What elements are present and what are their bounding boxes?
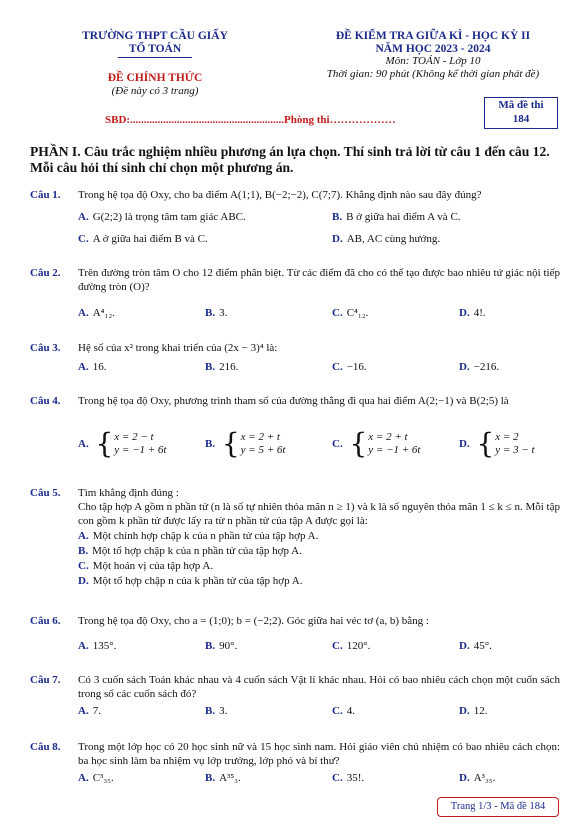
official-label: ĐỀ CHÍNH THỨC xyxy=(107,72,203,84)
school-name: TRƯỜNG THPT CẦU GIẤY xyxy=(82,30,228,42)
question xyxy=(30,266,560,326)
option[interactable]: C. 120°. xyxy=(332,640,371,652)
option[interactable]: D. AB, AC cùng hướng. xyxy=(332,233,441,245)
question xyxy=(30,673,560,723)
question-text: Trong hệ tọa độ Oxy, cho ba điểm A(1;1), B(−2;−2), C(7;7). Khẳng định nào sau đây đúng? xyxy=(78,189,482,201)
question xyxy=(30,740,560,790)
option[interactable]: B. { x = 2 + t y = 5 + 6t xyxy=(205,427,286,460)
school-year: NĂM HỌC 2023 - 2024 xyxy=(375,43,491,55)
option[interactable]: D. { x = 2 y = 3 − t xyxy=(459,427,535,460)
option[interactable]: A. 16. xyxy=(78,361,107,373)
question xyxy=(30,614,560,654)
exam-title: ĐỀ KIỂM TRA GIỮA KÌ - HỌC KỲ II xyxy=(335,30,531,42)
option[interactable]: A. Một chỉnh hợp chập k của n phần tử của tập hợp A. xyxy=(78,530,319,542)
option[interactable]: D. A³₃₅. xyxy=(459,772,496,784)
exam-code-label: Mã đề thi xyxy=(498,99,544,111)
option[interactable]: A. 135°. xyxy=(78,640,117,652)
question-label: Câu 2. xyxy=(30,267,61,279)
question-text: Trong hệ tọa độ Oxy, phương trình tham số của đường thẳng đi qua hai điểm A(2;−1) và B(2;5) là xyxy=(78,395,509,407)
option[interactable]: B. Một tổ hợp chập k của n phần tử của tập hợp A. xyxy=(78,545,302,557)
brace-icon: { xyxy=(476,427,495,460)
option[interactable]: B. 90°. xyxy=(205,640,238,652)
candidate-id-line: SBD:........................................................Phòng thi……………… xyxy=(105,114,396,126)
question-text: Trên đường tròn tâm O cho 12 điểm phân biệt. Từ các điểm đã cho có thể tạo được bao nhiêu tứ giác nội tiếp đường tròn (O)? xyxy=(78,267,560,293)
exam-time: Thời gian: 90 phút (Không kể thời gian phát đề) xyxy=(326,68,540,80)
option[interactable]: A. 7. xyxy=(78,705,101,717)
part-1-heading: PHẦN I. Câu trắc nghiệm nhiều phương án lựa chọn. Thí sinh trả lời từ câu 1 đến câu 12. Mỗi câu hỏi thí sinh chỉ chọn một phương án. xyxy=(30,144,550,175)
brace-icon: { xyxy=(349,427,368,460)
question-label: Câu 3. xyxy=(30,342,61,354)
option[interactable]: A. { x = 2 − t y = −1 + 6t xyxy=(78,427,167,460)
subject: Môn: TOÁN - Lớp 10 xyxy=(385,55,481,67)
option[interactable]: D. −216. xyxy=(459,361,500,373)
question-text: Tìm khẳng định đúng : xyxy=(78,487,179,499)
option[interactable]: C. 35!. xyxy=(332,772,365,784)
option[interactable]: D. 4!. xyxy=(459,307,486,319)
option[interactable]: B. 3. xyxy=(205,307,228,319)
question xyxy=(30,394,560,470)
brace-icon: { xyxy=(95,427,114,460)
option[interactable]: B. 216. xyxy=(205,361,239,373)
page-footer: Trang 1/3 - Mã đề 184 xyxy=(437,797,559,817)
question-text: Trong một lớp học có 20 học sinh nữ và 15 học sinh nam. Hỏi giáo viên chủ nhiệm có bao nhiêu cách chọn: ba học sinh làm ba nhiệm vụ lớp trưởng, lớp phó và bí thư? xyxy=(78,741,560,767)
department-underline xyxy=(118,57,192,58)
option[interactable]: B. A³⁵₃. xyxy=(205,772,241,784)
question-text: Hệ số của x² trong khai triển của (2x − 3)⁴ là: xyxy=(78,342,278,354)
option[interactable]: C. { x = 2 + t y = −1 + 6t xyxy=(332,427,421,460)
option[interactable]: D. 12. xyxy=(459,705,488,717)
option[interactable]: C. C⁴₁₂. xyxy=(332,307,369,319)
question xyxy=(30,341,560,377)
brace-icon: { xyxy=(221,427,240,460)
question-label: Câu 5. xyxy=(30,487,61,499)
question xyxy=(30,188,560,248)
exam-code-box xyxy=(484,97,558,129)
question-label: Câu 6. xyxy=(30,615,61,627)
option[interactable]: C. 4. xyxy=(332,705,355,717)
option[interactable]: A. C³₃₅. xyxy=(78,772,114,784)
option[interactable]: C. Một hoán vị của tập hợp A. xyxy=(78,560,214,572)
question xyxy=(30,486,560,598)
question-label: Câu 4. xyxy=(30,395,61,407)
department-name: TỔ TOÁN xyxy=(128,43,182,55)
question-text: Có 3 cuốn sách Toán khác nhau và 4 cuốn sách Vật lí khác nhau. Hỏi có bao nhiêu cách chọn một cuốn sách trong số các cuốn sách đó? xyxy=(78,674,560,700)
page-count: (Đề này có 3 trang) xyxy=(111,85,199,97)
option[interactable]: A. G(2;2) là trọng tâm tam giác ABC. xyxy=(78,211,246,223)
question-text: Trong hệ tọa độ Oxy, cho a = (1;0); b = (−2;2). Góc giữa hai véc tơ (a, b) bằng : xyxy=(78,615,429,627)
option[interactable]: B. B ở giữa hai điểm A và C. xyxy=(332,211,461,223)
option[interactable]: A. A⁴₁₂. xyxy=(78,307,115,319)
question-label: Câu 1. xyxy=(30,189,61,201)
question-label: Câu 7. xyxy=(30,674,61,686)
option[interactable]: D. Một tổ hợp chập n của k phần tử của tập hợp A. xyxy=(78,575,303,587)
question-label: Câu 8. xyxy=(30,741,61,753)
option[interactable]: C. A ở giữa hai điểm B và C. xyxy=(78,233,208,245)
option[interactable]: D. 45°. xyxy=(459,640,492,652)
option[interactable]: B. 3. xyxy=(205,705,228,717)
question-text-detail: Cho tập hợp A gồm n phần tử (n là số tự nhiên thỏa mãn n ≥ 1) và k là số nguyên thỏa mãn 1 ≤ k ≤ n. Mỗi tập con gồm k phần tử được lấy ra từ n phần tử của tập A được gọi là: xyxy=(78,501,560,527)
exam-code-value: 184 xyxy=(512,113,530,125)
option[interactable]: C. −16. xyxy=(332,361,367,373)
